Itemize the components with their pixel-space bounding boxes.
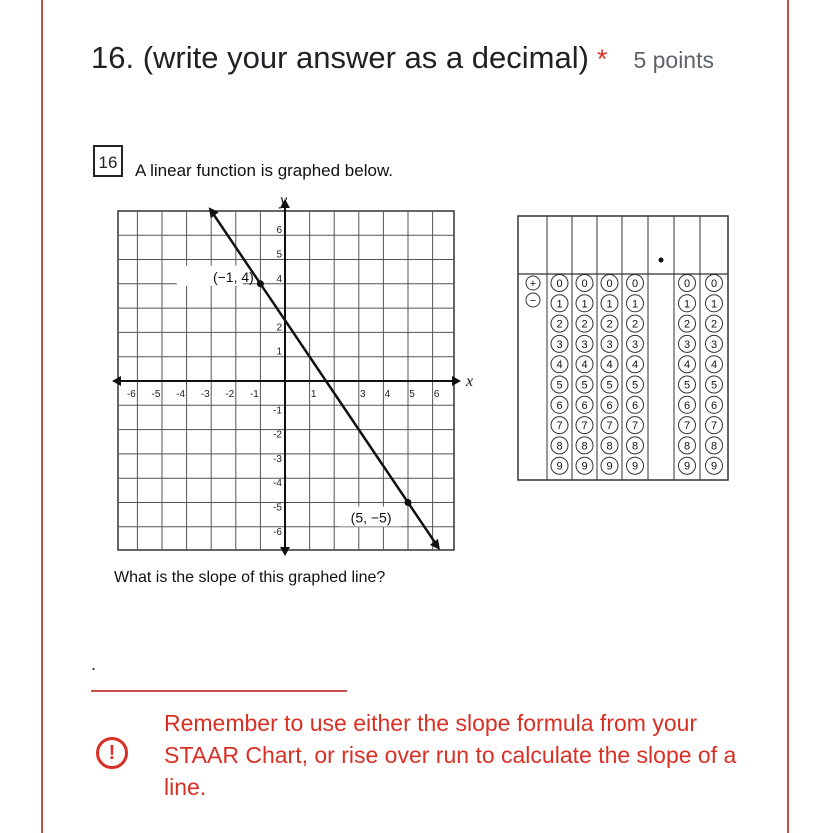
digit-bubble-label: 7 <box>631 420 639 433</box>
point-label-b: (5, −5) <box>350 509 392 526</box>
point-b <box>405 499 412 506</box>
digit-bubble-label: 8 <box>631 440 639 453</box>
digit-bubble-label: 0 <box>710 278 718 290</box>
digit-bubble-label: 9 <box>556 460 563 473</box>
digit-bubble-label: 3 <box>606 338 613 351</box>
digit-bubble-label: 2 <box>683 318 691 331</box>
digit-bubble-label: 4 <box>581 359 588 372</box>
x-axis-label: x <box>466 373 474 390</box>
digit-bubble-label: 3 <box>556 338 563 351</box>
digit-bubble-label: 8 <box>581 440 588 453</box>
y-tick-label: 5 <box>276 249 282 261</box>
digit-bubble-label: 5 <box>683 379 691 392</box>
digit-bubble-label: 4 <box>710 359 718 372</box>
y-axis-label: y <box>280 192 288 209</box>
digit-bubble-label: 7 <box>556 420 563 433</box>
digit-bubble-label: 8 <box>556 440 563 453</box>
digit-bubble-label: 3 <box>683 338 691 351</box>
digit-bubble-label: 3 <box>581 338 588 351</box>
x-tick-label: -1 <box>249 389 259 400</box>
sign-bubble-label: + <box>529 278 537 290</box>
grid-in-answer-sheet <box>518 216 728 480</box>
digit-bubble-label: 0 <box>556 278 563 290</box>
digit-bubble-label: 0 <box>683 278 691 290</box>
digit-bubble-label: 9 <box>606 460 613 473</box>
digit-bubble-label: 7 <box>581 420 588 433</box>
x-tick-label: -6 <box>126 389 136 400</box>
digit-bubble-label: 8 <box>710 440 718 453</box>
digit-bubble-label: 5 <box>606 379 613 392</box>
y-tick-label: 1 <box>276 346 282 358</box>
digit-bubble-label: 0 <box>631 278 639 290</box>
digit-bubble-label: 9 <box>631 460 639 473</box>
required-asterisk: * <box>596 44 608 74</box>
coordinate-graph <box>112 192 473 556</box>
digit-bubble-label: 6 <box>556 399 563 412</box>
answer-value: . <box>91 654 97 674</box>
digit-bubble-label: 4 <box>631 359 639 372</box>
y-tick-label: 4 <box>276 273 282 285</box>
x-tick-label: -4 <box>176 389 186 400</box>
digit-bubble-label: 5 <box>556 379 563 392</box>
question-title: 16. (write your answer as a decimal) <box>91 40 589 75</box>
digit-bubble-label: 6 <box>631 399 639 412</box>
point-a <box>257 280 264 287</box>
digit-bubble-label: 2 <box>606 318 613 331</box>
digit-bubble-label: 8 <box>606 440 613 453</box>
problem-question: What is the slope of this graphed line? <box>114 569 386 586</box>
x-tick-label: 3 <box>360 389 366 400</box>
digit-bubble-label: 4 <box>606 359 613 372</box>
digit-bubble-label: 0 <box>606 278 613 290</box>
x-tick-label: 5 <box>409 389 415 400</box>
digit-bubble-label: 1 <box>631 298 639 311</box>
digit-bubble-label: 6 <box>581 399 588 412</box>
digit-bubble-label: 2 <box>581 318 588 331</box>
digit-bubble-label: 9 <box>581 460 588 473</box>
problem-number: 16 <box>98 153 118 172</box>
x-axis-arrow-right <box>452 376 461 386</box>
y-tick-label: -1 <box>273 405 282 417</box>
digit-bubble-label: 3 <box>631 338 639 351</box>
digit-bubble-label: 1 <box>581 298 588 311</box>
point-label-a: (−1, 4) <box>212 268 254 285</box>
digit-bubble-label: 5 <box>710 379 718 392</box>
digit-bubble-label: 2 <box>556 318 563 331</box>
digit-bubble-label: 7 <box>683 420 691 433</box>
y-tick-label: -6 <box>273 526 282 538</box>
digit-bubble-label: 7 <box>606 420 613 433</box>
digit-bubble-label: 9 <box>683 460 691 473</box>
digit-bubble-label: 6 <box>710 399 718 412</box>
y-tick-label: -2 <box>273 429 282 441</box>
digit-bubble-label: 9 <box>710 460 718 473</box>
problem-prompt: A linear function is graphed below. <box>135 161 394 180</box>
x-tick-label: -2 <box>225 389 235 400</box>
y-tick-label: -4 <box>273 478 282 490</box>
digit-bubble-label: 7 <box>710 420 718 433</box>
digit-bubble-label: 2 <box>631 318 639 331</box>
y-tick-label: -3 <box>273 453 282 465</box>
question-image <box>92 142 732 592</box>
digit-bubble-label: 1 <box>710 298 718 311</box>
exclamation-icon: ! <box>96 737 128 769</box>
digit-bubble-label: 4 <box>556 359 563 372</box>
grid-in-decimal-point <box>659 258 664 263</box>
digit-bubble-label: 1 <box>606 298 613 311</box>
digit-bubble-label: 4 <box>683 359 691 372</box>
digit-bubble-label: 6 <box>606 399 613 412</box>
x-axis-arrow-left <box>112 376 121 386</box>
question-header <box>91 40 714 76</box>
x-tick-label: 6 <box>433 389 440 400</box>
digit-bubble-label: 8 <box>683 440 691 453</box>
y-tick-label: -5 <box>273 502 282 514</box>
answer-input[interactable] <box>91 650 347 692</box>
validation-message: Remember to use either the slope formula from your STAAR Chart, or rise over run to calculate the slope of a line. <box>164 710 737 800</box>
digit-bubble-label: 3 <box>710 338 718 351</box>
y-tick-label: 6 <box>276 225 282 237</box>
sign-bubble-label: − <box>529 295 537 307</box>
digit-bubble-label: 1 <box>556 298 563 311</box>
y-tick-label: 2 <box>276 322 282 334</box>
digit-bubble-label: 6 <box>683 399 691 412</box>
grid-in-border <box>518 216 728 480</box>
digit-bubble-label: 1 <box>683 298 691 311</box>
digit-bubble-label: 2 <box>710 318 718 331</box>
x-tick-label: 4 <box>384 389 391 400</box>
x-tick-label: 1 <box>310 389 317 400</box>
x-tick-label: -5 <box>151 389 161 400</box>
digit-bubble-label: 5 <box>581 379 588 392</box>
x-tick-label: -3 <box>200 389 210 400</box>
digit-bubble-label: 5 <box>631 379 639 392</box>
question-points: 5 points <box>633 47 714 73</box>
digit-bubble-label: 0 <box>581 278 588 290</box>
y-axis-arrow-down <box>280 547 290 556</box>
